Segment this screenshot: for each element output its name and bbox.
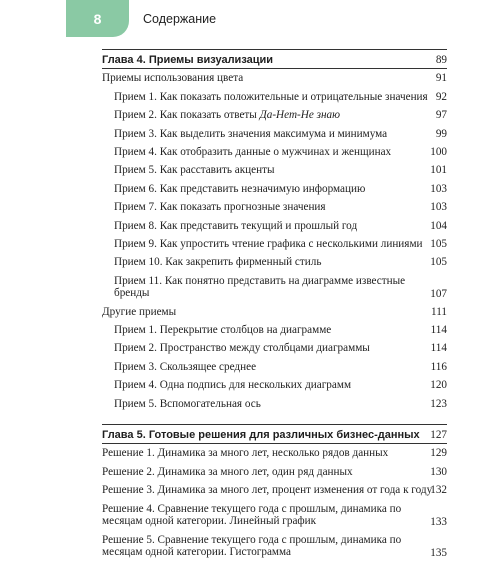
toc-page-number: 100 bbox=[430, 145, 447, 158]
toc-page-number: 103 bbox=[430, 201, 447, 214]
toc-entry-label: Прием 3. Скользящее среднее bbox=[114, 360, 257, 373]
page-header bbox=[0, 0, 500, 38]
toc-page-number: 99 bbox=[435, 127, 447, 140]
toc-item[interactable] bbox=[102, 253, 447, 271]
toc-item[interactable] bbox=[102, 106, 447, 124]
toc-page-number: 91 bbox=[435, 72, 447, 85]
toc-item[interactable] bbox=[102, 161, 447, 179]
toc-item[interactable] bbox=[102, 198, 447, 216]
toc-entry-label: Решение 2. Динамика за много лет, один ряд данных bbox=[102, 465, 353, 478]
toc-entry-label: Прием 1. Перекрытие столбцов на диаграмме bbox=[114, 324, 332, 337]
toc-item[interactable] bbox=[102, 235, 447, 253]
toc-page-number: 116 bbox=[430, 360, 447, 373]
running-header-title: Содержание bbox=[143, 12, 217, 26]
toc-entry-label: Прием 8. Как представить текущий и прошлый год bbox=[114, 219, 358, 232]
toc-entry-label: Решение 1. Динамика за много лет, несколько рядов данных bbox=[102, 447, 389, 460]
toc-page-number: 114 bbox=[430, 342, 447, 355]
toc-page-number: 103 bbox=[430, 182, 447, 195]
toc-entry-label: Глава 4. Приемы визуализации bbox=[102, 54, 274, 66]
toc-item[interactable] bbox=[102, 339, 447, 357]
toc-item[interactable] bbox=[102, 143, 447, 161]
toc-entry-label: Прием 7. Как показать прогнозные значения bbox=[114, 201, 326, 214]
toc-page-number: 97 bbox=[435, 109, 447, 122]
toc-entry-label: Прием 6. Как представить незначимую информацию bbox=[114, 182, 366, 195]
table-of-contents bbox=[102, 49, 447, 562]
toc-entry-label: Прием 2. Пространство между столбцами диаграммы bbox=[114, 342, 370, 355]
toc-item[interactable] bbox=[102, 321, 447, 339]
toc-page-number: 92 bbox=[435, 90, 447, 103]
toc-entry-label: Прием 5. Вспомогательная ось bbox=[114, 397, 261, 410]
toc-page-number: 120 bbox=[430, 379, 447, 392]
toc-item[interactable] bbox=[102, 88, 447, 106]
toc-item[interactable] bbox=[102, 500, 447, 531]
toc-entry-label: Прием 4. Как отобразить данные о мужчинах и женщинах bbox=[114, 145, 392, 158]
toc-chapter-4[interactable] bbox=[102, 49, 447, 69]
toc-page-number: 101 bbox=[430, 164, 447, 177]
toc-section-color[interactable] bbox=[102, 69, 447, 87]
toc-item[interactable] bbox=[102, 180, 447, 198]
toc-section-other[interactable] bbox=[102, 303, 447, 321]
toc-page-number: 123 bbox=[430, 397, 447, 410]
toc-page-number: 127 bbox=[430, 429, 447, 442]
toc-page-number: 130 bbox=[430, 465, 447, 478]
toc-entry-label: Прием 9. Как упростить чтение графика с несколькими линиями bbox=[114, 237, 423, 250]
toc-entry-label: Решение 4. Сравнение текущего года с прошлым, динамика по месяцам одной категории. Линейный график bbox=[102, 502, 402, 528]
toc-page-number: 105 bbox=[430, 256, 447, 269]
toc-entry-label: Решение 3. Динамика за много лет, процент изменения от года к году bbox=[102, 484, 433, 497]
toc-page-number: 104 bbox=[430, 219, 447, 232]
toc-item[interactable] bbox=[102, 531, 447, 562]
toc-chapter-5[interactable] bbox=[102, 424, 447, 444]
toc-item[interactable] bbox=[102, 376, 447, 394]
page-number-badge: 8 bbox=[66, 0, 129, 37]
toc-item[interactable] bbox=[102, 272, 447, 303]
toc-page-number: 132 bbox=[430, 484, 447, 497]
toc-item[interactable] bbox=[102, 217, 447, 235]
toc-entry-label: Прием 4. Одна подпись для нескольких диаграмм bbox=[114, 379, 352, 392]
toc-page-number: 111 bbox=[431, 305, 447, 318]
toc-entry-label: Другие приемы bbox=[102, 305, 177, 318]
toc-page-number: 129 bbox=[430, 447, 447, 460]
toc-page-number: 114 bbox=[430, 324, 447, 337]
toc-item[interactable] bbox=[102, 463, 447, 481]
toc-entry-label: Прием 10. Как закрепить фирменный стиль bbox=[114, 256, 322, 269]
toc-entry-label: Прием 1. Как показать положительные и отрицательные значения bbox=[114, 90, 428, 103]
toc-entry-label bbox=[114, 109, 417, 122]
toc-entry-label: Глава 5. Готовые решения для различных бизнес-данных bbox=[102, 429, 420, 442]
toc-page-number: 105 bbox=[430, 237, 447, 250]
toc-item[interactable] bbox=[102, 358, 447, 376]
toc-item[interactable] bbox=[102, 444, 447, 462]
toc-item[interactable] bbox=[102, 125, 447, 143]
toc-entry-label: Приемы использования цвета bbox=[102, 72, 244, 85]
toc-page-number: 107 bbox=[430, 287, 447, 300]
toc-entry-label-prefix: Прием 2. Как показать ответы bbox=[114, 109, 260, 122]
toc-entry-label: Прием 11. Как понятно представить на диаграмме известные бренды bbox=[114, 274, 406, 300]
toc-page-number: 133 bbox=[430, 515, 447, 528]
toc-entry-label-italic: Да-Нет-Не знаю bbox=[259, 109, 341, 122]
toc-entry-label: Решение 5. Сравнение текущего года с прошлым, динамика по месяцам одной категории. Гистограмма bbox=[102, 533, 402, 559]
toc-entry-label: Прием 5. Как расставить акценты bbox=[114, 164, 275, 177]
toc-item[interactable] bbox=[102, 395, 447, 413]
toc-entry-label: Прием 3. Как выделить значения максимума и минимума bbox=[114, 127, 388, 140]
toc-page-number: 89 bbox=[435, 54, 447, 66]
toc-item[interactable] bbox=[102, 481, 447, 499]
toc-page-number: 135 bbox=[430, 546, 447, 559]
